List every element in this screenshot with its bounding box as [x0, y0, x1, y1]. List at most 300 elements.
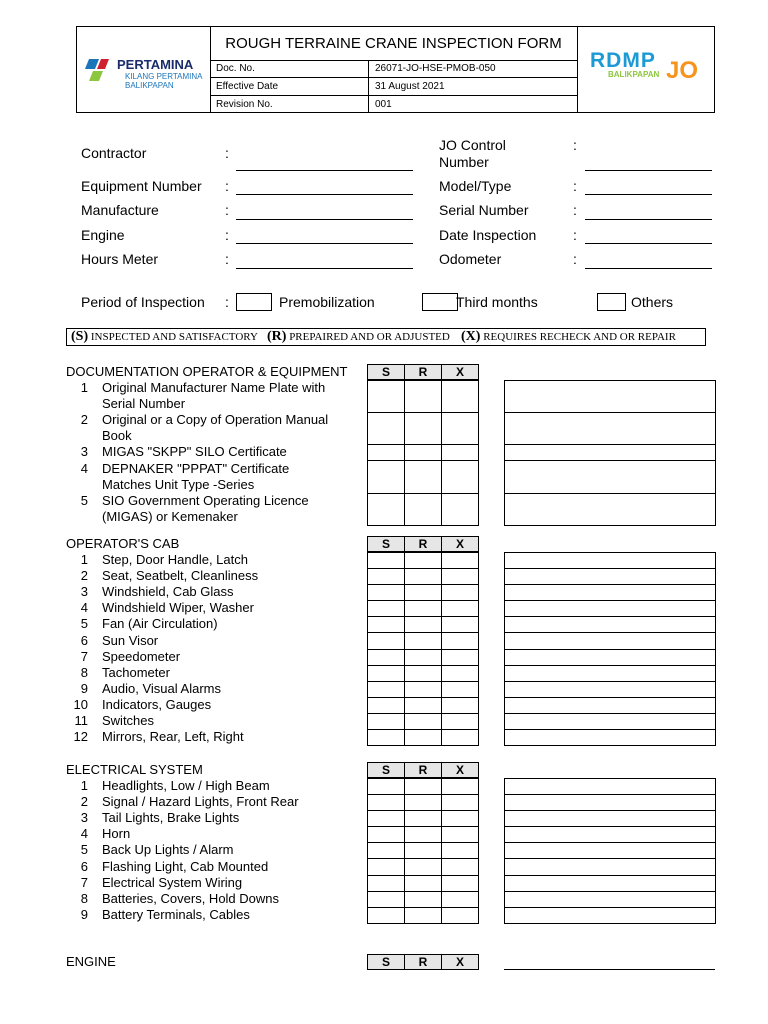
effective-date-value: 31 August 2021 [375, 81, 445, 92]
table-row [368, 585, 479, 601]
item-label: Windshield Wiper, Washer [102, 600, 254, 616]
table-row [368, 827, 479, 843]
table-row [505, 843, 716, 859]
table-row [505, 381, 716, 413]
table-row [368, 713, 479, 729]
check-cell-s[interactable] [368, 811, 405, 827]
table-row [368, 730, 479, 746]
jo-text: JO [666, 57, 699, 84]
item-label: Serial Number [102, 396, 186, 412]
remarks-cell[interactable] [505, 493, 716, 525]
remarks-grid [504, 380, 716, 526]
remarks-cell[interactable] [505, 553, 716, 569]
item-label: Sun Visor [102, 632, 159, 648]
check-cell-x[interactable] [442, 461, 479, 493]
item-label: Seat, Seatbelt, Cleanliness [102, 568, 259, 584]
period-colon: : [225, 294, 229, 310]
check-cell-s[interactable] [368, 907, 405, 923]
check-cell-s[interactable] [368, 493, 405, 525]
check-cell-x[interactable] [442, 681, 479, 697]
check-cell-r[interactable] [405, 585, 442, 601]
table-row [368, 779, 479, 795]
item-label: DEPNAKER "PPPAT" Certificate [102, 460, 290, 476]
legend-r-text: PREPAIRED AND OR ADJUSTED [289, 331, 450, 343]
check-cell-s[interactable] [368, 633, 405, 649]
check-cell-x[interactable] [442, 553, 479, 569]
doc-no-row [210, 60, 577, 78]
others-checkbox[interactable] [597, 293, 626, 311]
item-label: Electrical System Wiring [102, 874, 243, 890]
effective-date-row [210, 78, 577, 96]
field-colon: : [225, 202, 229, 218]
table-row [505, 779, 716, 795]
check-cell-r[interactable] [405, 553, 442, 569]
table-row [368, 617, 479, 633]
remarks-cell[interactable] [505, 843, 716, 859]
check-cell-s[interactable] [368, 665, 405, 681]
check-cell-s[interactable] [368, 601, 405, 617]
check-cell-s[interactable] [368, 779, 405, 795]
remarks-cell[interactable] [505, 697, 716, 713]
item-label: Speedometer [102, 648, 181, 664]
table-row [505, 601, 716, 617]
remarks-cell[interactable] [505, 681, 716, 697]
remarks-cell[interactable] [505, 811, 716, 827]
srx-header-s: S [368, 955, 405, 970]
remarks-grid [504, 552, 716, 746]
check-cell-r[interactable] [405, 827, 442, 843]
field-colon: : [225, 227, 229, 243]
item-number: 11 [74, 713, 88, 728]
item-number: 2 [80, 568, 88, 584]
remarks-cell[interactable] [505, 665, 716, 681]
item-label: Batteries, Covers, Hold Downs [102, 890, 280, 906]
table-row [505, 569, 716, 585]
item-number: 7 [80, 874, 88, 890]
check-cell-s[interactable] [368, 553, 405, 569]
table-row [368, 665, 479, 681]
item-label: Windshield, Cab Glass [102, 584, 234, 600]
field-colon: : [573, 137, 577, 153]
check-cell-r[interactable] [405, 493, 442, 525]
check-cell-r[interactable] [405, 445, 442, 461]
check-cell-x[interactable] [442, 730, 479, 746]
field-input-right-1[interactable] [585, 194, 712, 195]
table-row [368, 569, 479, 585]
item-number: 5 [80, 616, 88, 632]
table-row [505, 413, 716, 445]
item-label: Mirrors, Rear, Left, Right [102, 729, 244, 745]
field-label-right-4: Odometer [439, 251, 502, 267]
table-row [505, 811, 716, 827]
rdmp-text: RDMP [590, 49, 656, 72]
revision-label: Revision No. [210, 96, 369, 113]
check-cell-x[interactable] [442, 617, 479, 633]
check-cell-s[interactable] [368, 681, 405, 697]
field-input-right-2[interactable] [585, 219, 712, 220]
item-number: 6 [80, 632, 88, 648]
item-label: Step, Door Handle, Latch [102, 552, 248, 567]
table-row [505, 633, 716, 649]
legend-s-text: INSPECTED AND SATISFACTORY [90, 331, 258, 343]
srx-header [367, 536, 479, 552]
table-row [505, 665, 716, 681]
field-label-right-1: Model/Type [439, 178, 512, 194]
check-cell-r[interactable] [405, 665, 442, 681]
table-row [368, 413, 479, 445]
item-label: Fan (Air Circulation) [102, 616, 218, 632]
srx-header-x: X [442, 763, 479, 778]
table-row [368, 649, 479, 665]
srx-header [367, 364, 479, 380]
field-colon: : [573, 251, 577, 267]
status-legend [66, 328, 706, 346]
doc-no-label: Doc. No. [210, 60, 369, 77]
remarks-cell[interactable] [505, 633, 716, 649]
check-cell-r[interactable] [405, 779, 442, 795]
check-cell-r[interactable] [405, 649, 442, 665]
table-row [505, 553, 716, 569]
item-label: Headlights, Low / High Beam [102, 778, 270, 793]
check-cell-s[interactable] [368, 381, 405, 413]
remarks-cell[interactable] [505, 381, 716, 413]
item-number: 1 [80, 380, 88, 395]
item-number: 6 [80, 858, 88, 874]
check-cell-x[interactable] [442, 843, 479, 859]
remarks-cell[interactable] [505, 730, 716, 746]
check-cell-x[interactable] [442, 697, 479, 713]
item-number: 2 [80, 412, 88, 428]
item-label: Horn [102, 826, 131, 842]
field-label-right-2: Serial Number [439, 202, 529, 218]
company-name: PERTAMINA [117, 57, 194, 72]
check-cell-x[interactable] [442, 413, 479, 445]
remarks-cell[interactable] [505, 461, 716, 493]
srx-header-r: R [405, 365, 442, 380]
table-row [505, 649, 716, 665]
check-cell-x[interactable] [442, 633, 479, 649]
table-row [368, 891, 479, 907]
field-label-left-2: Manufacture [81, 202, 159, 218]
field-input-left-4[interactable] [236, 268, 413, 269]
item-number: 1 [80, 552, 88, 567]
item-label: Tachometer [102, 664, 170, 680]
period-label: Period of Inspection [81, 294, 205, 310]
item-number: 7 [80, 648, 88, 664]
section-title: DOCUMENTATION OPERATOR & EQUIPMENT [66, 364, 348, 379]
field-label-left-4: Hours Meter [81, 251, 159, 267]
remarks-cell[interactable] [505, 859, 716, 875]
item-label: Signal / Hazard Lights, Front Rear [102, 794, 299, 810]
field-input-left-3[interactable] [236, 243, 413, 244]
check-cell-r[interactable] [405, 697, 442, 713]
check-cell-x[interactable] [442, 891, 479, 907]
remarks-cell[interactable] [505, 779, 716, 795]
table-row [368, 795, 479, 811]
table-row [368, 493, 479, 525]
check-cell-s[interactable] [368, 585, 405, 601]
item-label: Original or a Copy of Operation Manual [102, 412, 329, 428]
form-header [76, 26, 715, 113]
table-row [368, 381, 479, 413]
table-row [368, 601, 479, 617]
field-input-right-3[interactable] [585, 243, 712, 244]
item-number: 3 [80, 810, 88, 826]
table-row [368, 843, 479, 859]
check-cell-r[interactable] [405, 730, 442, 746]
table-row [368, 681, 479, 697]
revision-value: 001 [375, 99, 392, 110]
check-cell-x[interactable] [442, 779, 479, 795]
item-label: Switches [102, 713, 155, 728]
item-number: 3 [80, 584, 88, 600]
remarks-cell[interactable] [505, 601, 716, 617]
item-label: Audio, Visual Alarms [102, 680, 221, 696]
srx-header [367, 954, 479, 970]
table-row [368, 633, 479, 649]
field-colon: : [573, 202, 577, 218]
others-label: Others [631, 294, 674, 310]
item-label: Indicators, Gauges [102, 696, 212, 712]
rdmp-logo [577, 27, 715, 112]
check-cell-s[interactable] [368, 569, 405, 585]
table-row [505, 730, 716, 746]
check-cell-r[interactable] [405, 569, 442, 585]
field-input-left-2[interactable] [236, 219, 413, 220]
item-label: Book [102, 428, 132, 444]
check-cell-r[interactable] [405, 811, 442, 827]
check-cell-x[interactable] [442, 875, 479, 891]
item-number: 9 [80, 906, 88, 922]
field-label-left-1: Equipment Number [81, 178, 202, 194]
company-sub1: KILANG PERTAMINA [125, 72, 203, 81]
check-cell-x[interactable] [442, 665, 479, 681]
table-row [505, 461, 716, 493]
remarks-cell[interactable] [505, 713, 716, 729]
srx-header-s: S [368, 763, 405, 778]
check-cell-x[interactable] [442, 493, 479, 525]
field-label-right-0: JO Control Number [439, 137, 506, 170]
check-cell-s[interactable] [368, 730, 405, 746]
item-number: 5 [80, 492, 88, 508]
table-row [505, 617, 716, 633]
third-months-label: Third months [456, 294, 538, 310]
legend-r: (R) [267, 329, 287, 344]
field-label-left-0: Contractor [81, 145, 147, 161]
table-row [505, 875, 716, 891]
check-cell-r[interactable] [405, 859, 442, 875]
table-row [505, 795, 716, 811]
check-cell-s[interactable] [368, 713, 405, 729]
check-cell-r[interactable] [405, 843, 442, 859]
item-label: SIO Government Operating Licence [102, 492, 309, 508]
check-cell-x[interactable] [442, 795, 479, 811]
premobilization-label: Premobilization [279, 294, 375, 310]
table-row [368, 875, 479, 891]
third-months-checkbox[interactable] [422, 293, 458, 311]
remarks-cell[interactable] [505, 875, 716, 891]
table-row [368, 461, 479, 493]
revision-row [210, 96, 577, 113]
field-label-left-3: Engine [81, 227, 125, 243]
section-title: ELECTRICAL SYSTEM [66, 762, 203, 777]
item-label: Original Manufacturer Name Plate with [102, 380, 326, 395]
table-row [368, 907, 479, 923]
check-cell-s[interactable] [368, 875, 405, 891]
item-number: 10 [73, 696, 88, 712]
table-row [368, 445, 479, 461]
item-label: Matches Unit Type -Series [102, 476, 255, 492]
field-input-right-0[interactable] [585, 170, 712, 171]
check-cell-r[interactable] [405, 617, 442, 633]
item-number: 5 [80, 842, 88, 858]
srx-header [367, 762, 479, 778]
item-number: 8 [80, 890, 88, 906]
srx-header-r: R [405, 537, 442, 552]
check-cell-r[interactable] [405, 907, 442, 923]
check-cell-s[interactable] [368, 413, 405, 445]
srx-header-x: X [442, 955, 479, 970]
section-title: OPERATOR'S CAB [66, 536, 180, 551]
field-label-right-3: Date Inspection [439, 227, 537, 243]
legend-x: (X) [461, 329, 481, 344]
section-title: ENGINE [66, 954, 116, 969]
check-cell-s[interactable] [368, 843, 405, 859]
srx-header-r: R [405, 763, 442, 778]
srx-header-x: X [442, 537, 479, 552]
remarks-cell[interactable] [505, 649, 716, 665]
field-input-left-0[interactable] [236, 170, 413, 171]
pertamina-logo [77, 27, 211, 112]
srx-header-s: S [368, 537, 405, 552]
check-cell-x[interactable] [442, 445, 479, 461]
check-cell-x[interactable] [442, 827, 479, 843]
field-colon: : [573, 227, 577, 243]
form-title: ROUGH TERRAINE CRANE INSPECTION FORM [210, 27, 577, 61]
remarks-cell[interactable] [505, 585, 716, 601]
check-cell-x[interactable] [442, 601, 479, 617]
item-label: Flashing Light, Cab Mounted [102, 858, 269, 874]
srx-header-x: X [442, 365, 479, 380]
table-row [368, 697, 479, 713]
item-number: 4 [80, 826, 88, 842]
item-number: 4 [80, 600, 88, 616]
check-cell-r[interactable] [405, 381, 442, 413]
table-row [505, 827, 716, 843]
field-input-left-1[interactable] [236, 194, 413, 195]
field-colon: : [573, 178, 577, 194]
srx-grid [367, 552, 479, 746]
check-cell-s[interactable] [368, 827, 405, 843]
srx-header-s: S [368, 365, 405, 380]
check-cell-x[interactable] [442, 713, 479, 729]
table-row [505, 859, 716, 875]
item-number: 8 [80, 664, 88, 680]
field-colon: : [225, 178, 229, 194]
check-cell-s[interactable] [368, 891, 405, 907]
table-row [368, 811, 479, 827]
check-cell-r[interactable] [405, 413, 442, 445]
item-label: (MIGAS) or Kemenaker [102, 508, 238, 524]
check-cell-x[interactable] [442, 811, 479, 827]
table-row [505, 907, 716, 923]
srx-grid [367, 380, 479, 526]
check-cell-s[interactable] [368, 697, 405, 713]
remarks-grid [504, 778, 716, 924]
check-cell-s[interactable] [368, 445, 405, 461]
check-cell-x[interactable] [442, 907, 479, 923]
check-cell-s[interactable] [368, 859, 405, 875]
remarks-cell[interactable] [505, 413, 716, 445]
table-row [505, 493, 716, 525]
remarks-cell[interactable] [505, 891, 716, 907]
srx-grid [367, 778, 479, 924]
item-number: 4 [80, 460, 88, 476]
item-number: 12 [73, 729, 88, 745]
check-cell-s[interactable] [368, 649, 405, 665]
premobilization-checkbox[interactable] [236, 293, 272, 311]
check-cell-r[interactable] [405, 461, 442, 493]
check-cell-s[interactable] [368, 795, 405, 811]
item-label: Back Up Lights / Alarm [102, 842, 234, 858]
table-row [505, 697, 716, 713]
field-colon: : [225, 251, 229, 267]
remarks-cell[interactable] [505, 569, 716, 585]
table-row [368, 553, 479, 569]
item-label: MIGAS "SKPP" SILO Certificate [102, 444, 287, 460]
check-cell-x[interactable] [442, 859, 479, 875]
table-row [505, 713, 716, 729]
legend-s: (S) [71, 329, 89, 344]
check-cell-s[interactable] [368, 461, 405, 493]
rdmp-sub-text: BALIKPAPAN [608, 70, 660, 79]
remarks-cell[interactable] [505, 827, 716, 843]
remarks-cell[interactable] [505, 907, 716, 923]
check-cell-r[interactable] [405, 891, 442, 907]
check-cell-r[interactable] [405, 713, 442, 729]
check-cell-x[interactable] [442, 649, 479, 665]
check-cell-x[interactable] [442, 569, 479, 585]
table-row [368, 859, 479, 875]
check-cell-r[interactable] [405, 681, 442, 697]
item-label: Battery Terminals, Cables [102, 906, 250, 922]
item-number: 1 [80, 778, 88, 793]
check-cell-r[interactable] [405, 875, 442, 891]
check-cell-s[interactable] [368, 617, 405, 633]
remarks-cell[interactable] [505, 445, 716, 461]
field-colon: : [225, 145, 229, 161]
table-row [505, 445, 716, 461]
table-row [505, 681, 716, 697]
item-label: Tail Lights, Brake Lights [102, 810, 240, 826]
srx-header-r: R [405, 955, 442, 970]
check-cell-r[interactable] [405, 633, 442, 649]
check-cell-x[interactable] [442, 381, 479, 413]
check-cell-x[interactable] [442, 585, 479, 601]
legend-x-text: REQUIRES RECHECK AND OR REPAIR [483, 331, 676, 343]
field-input-right-4[interactable] [585, 268, 712, 269]
check-cell-r[interactable] [405, 601, 442, 617]
item-number: 3 [80, 444, 88, 460]
item-number: 9 [80, 680, 88, 696]
item-number: 2 [80, 794, 88, 810]
table-row [505, 585, 716, 601]
check-cell-r[interactable] [405, 795, 442, 811]
table-row [505, 891, 716, 907]
remarks-cell[interactable] [505, 795, 716, 811]
remarks-cell[interactable] [505, 617, 716, 633]
remarks-line[interactable] [504, 969, 715, 970]
